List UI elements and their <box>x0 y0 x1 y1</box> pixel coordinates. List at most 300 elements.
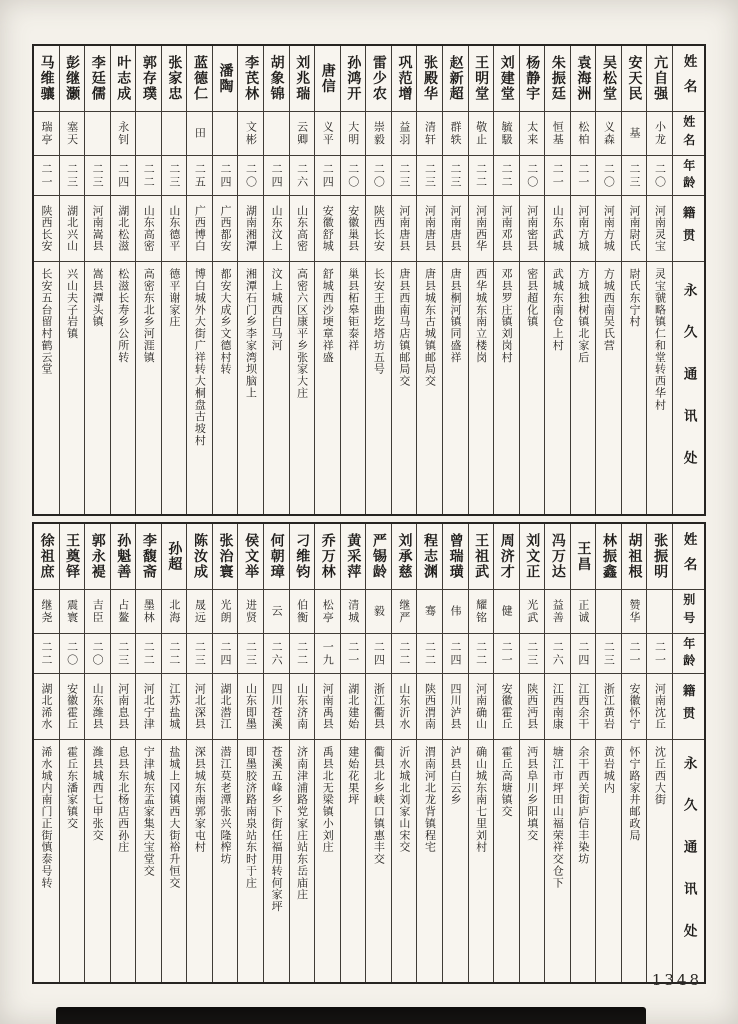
age-cell: 二一 <box>494 634 519 674</box>
origin-cell: 山东即墨 <box>238 674 263 740</box>
register-sheet <box>32 44 706 990</box>
person-column <box>365 46 391 514</box>
age-cell: 二三 <box>162 156 187 196</box>
age-cell: 二一 <box>622 634 647 674</box>
name-cell: 李芪林 <box>238 46 263 112</box>
age-cell: 二〇 <box>520 156 545 196</box>
address-cell: 霍丘高塘镇交 <box>500 746 514 818</box>
age-cell: 二一 <box>647 634 672 674</box>
person-column <box>646 524 672 982</box>
header-origin-label: 籍贯 <box>673 674 704 740</box>
address-cell: 唐县桐河镇同盛祥 <box>449 268 462 364</box>
age-cell: 二六 <box>290 156 315 196</box>
origin-cell: 河南禹县 <box>315 674 340 740</box>
address-cell: 嵩县潭头镇 <box>91 268 105 328</box>
age-cell: 二四 <box>366 634 391 674</box>
name-cell: 马维骧 <box>34 46 59 112</box>
person-column <box>289 524 315 982</box>
name-cell: 张家忠 <box>162 46 187 112</box>
address-cell: 即墨胶济路南泉站东时于庄 <box>244 746 258 889</box>
age-cell: 二三 <box>520 634 545 674</box>
alias-cell <box>213 112 238 156</box>
age-cell: 二二 <box>290 634 315 674</box>
origin-cell: 湖北松滋 <box>111 196 136 262</box>
origin-cell: 湖北浠水 <box>34 674 59 740</box>
alias-cell: 文彬 <box>238 112 263 156</box>
name-cell: 亢自强 <box>647 46 672 112</box>
alias-cell: 义平 <box>315 112 340 156</box>
address-cell: 方城西南吴氏营 <box>602 268 616 352</box>
age-cell: 二二 <box>392 634 417 674</box>
address-cell: 舒城西沙埂章祥盛 <box>321 268 335 364</box>
name-cell: 雷少农 <box>366 46 391 112</box>
origin-cell: 安徽霍丘 <box>60 674 85 740</box>
name-cell: 蓝德仁 <box>187 46 212 112</box>
age-cell: 二一 <box>34 156 59 196</box>
header-age-label: 年龄 <box>673 156 704 196</box>
name-cell: 安天民 <box>622 46 647 112</box>
age-cell: 二四 <box>443 634 468 674</box>
person-column <box>595 524 621 982</box>
name-cell: 胡象锦 <box>264 46 289 112</box>
person-column <box>570 524 596 982</box>
address-cell: 塘江市坪田山福荣祥交仓下 <box>551 746 565 889</box>
person-column <box>519 524 545 982</box>
origin-cell: 安徽怀宁 <box>622 674 647 740</box>
name-cell: 刘承慈 <box>392 524 417 590</box>
origin-cell: 安徽霍丘 <box>494 674 519 740</box>
address-cell: 邓县罗庄镇刘岗村 <box>500 268 514 364</box>
name-cell: 孙鸿开 <box>341 46 366 112</box>
name-cell: 郭永褆 <box>85 524 110 590</box>
alias-cell: 恒基 <box>545 112 570 156</box>
person-column <box>340 524 366 982</box>
address-cell: 唐县西南马店镇邮局交 <box>397 268 411 387</box>
person-column <box>416 46 442 514</box>
alias-cell: 益羽 <box>392 112 417 156</box>
alias-cell: 骞 <box>417 590 442 634</box>
origin-cell: 山东沂水 <box>392 674 417 740</box>
address-cell: 都安大成乡文德村转 <box>218 268 232 375</box>
alias-cell: 光武 <box>520 590 545 634</box>
name-cell: 唐信 <box>315 46 340 112</box>
name-cell: 吴松堂 <box>596 46 621 112</box>
age-cell: 二四 <box>213 634 238 674</box>
origin-cell: 四川泸县 <box>443 674 468 740</box>
age-cell: 二〇 <box>341 156 366 196</box>
alias-cell <box>647 590 672 634</box>
header-origin-label: 籍贯 <box>673 196 704 262</box>
age-cell: 二二 <box>469 634 494 674</box>
name-cell: 王祖武 <box>469 524 494 590</box>
origin-cell: 河北深县 <box>187 674 212 740</box>
origin-cell: 广西都安 <box>213 196 238 262</box>
age-cell: 二三 <box>85 156 110 196</box>
alias-cell: 继尧 <box>34 590 59 634</box>
address-cell: 松滋长寿乡公所转 <box>116 268 130 364</box>
alias-cell: 赞华 <box>622 590 647 634</box>
age-cell: 二〇 <box>238 156 263 196</box>
age-cell: 二二 <box>136 156 161 196</box>
name-cell: 刘兆瑞 <box>290 46 315 112</box>
origin-cell: 广西博白 <box>187 196 212 262</box>
alias-cell: 毓馺 <box>494 112 519 156</box>
person-column <box>595 46 621 514</box>
origin-cell: 湖北建始 <box>341 674 366 740</box>
age-cell: 二三 <box>187 634 212 674</box>
alias-cell: 震寰 <box>60 590 85 634</box>
address-cell: 黄岩城内 <box>602 746 616 794</box>
origin-cell: 山东高密 <box>136 196 161 262</box>
alias-cell: 太来 <box>520 112 545 156</box>
person-column <box>84 524 110 982</box>
origin-cell: 河南方城 <box>571 196 596 262</box>
person-column <box>135 524 161 982</box>
person-column <box>289 46 315 514</box>
alias-cell: 敬止 <box>469 112 494 156</box>
age-cell: 二一 <box>341 634 366 674</box>
address-cell: 巢县柘皋钜泰祥 <box>346 268 360 352</box>
age-cell: 二四 <box>571 634 596 674</box>
address-cell: 灵宝虢略镇仁和堂转西华村 <box>653 268 667 411</box>
origin-cell: 河南尉氏 <box>622 196 647 262</box>
alias-cell: 塞天 <box>60 112 85 156</box>
address-cell: 深县城东南郭家屯村 <box>193 746 207 853</box>
alias-cell: 清城 <box>341 590 366 634</box>
address-cell: 确山城东南七里刘村 <box>474 746 488 853</box>
origin-cell: 江西余干 <box>571 674 596 740</box>
person-column <box>135 46 161 514</box>
alias-cell: 大明 <box>341 112 366 156</box>
name-cell: 胡祖根 <box>622 524 647 590</box>
age-cell: 二二 <box>417 634 442 674</box>
age-cell: 二三 <box>60 156 85 196</box>
alias-cell: 松柏 <box>571 112 596 156</box>
name-cell: 冯万达 <box>545 524 570 590</box>
address-cell: 高密六区康平乡张家大庄 <box>295 268 309 399</box>
name-cell: 王明堂 <box>469 46 494 112</box>
alias-cell: 晟远 <box>187 590 212 634</box>
age-cell: 二三 <box>392 156 417 196</box>
origin-cell: 河南唐县 <box>443 196 468 262</box>
page-number: 1348 <box>651 971 702 989</box>
person-column <box>212 46 238 514</box>
alias-cell: 云 <box>264 590 289 634</box>
origin-cell: 河南密县 <box>520 196 545 262</box>
age-cell: 二四 <box>264 156 289 196</box>
address-cell: 衢县北乡峡口镇惠丰交 <box>372 746 386 865</box>
alias-cell: 进贤 <box>238 590 263 634</box>
address-cell: 方城独树镇北家后 <box>576 268 590 364</box>
origin-cell: 山东汶上 <box>264 196 289 262</box>
address-cell: 西华城东南立楼岗 <box>474 268 488 364</box>
origin-cell: 安徽舒城 <box>315 196 340 262</box>
address-cell: 息县东北杨店西孙庄 <box>116 746 130 853</box>
address-cell: 宁津城东孟家集天宝堂交 <box>142 746 156 877</box>
age-cell: 一九 <box>315 634 340 674</box>
origin-cell: 江西南康 <box>545 674 570 740</box>
age-cell: 二〇 <box>85 634 110 674</box>
person-column <box>519 46 545 514</box>
person-column <box>442 524 468 982</box>
person-column <box>416 524 442 982</box>
address-cell: 霍丘东潘家镇交 <box>65 746 79 830</box>
origin-cell: 安徽巢县 <box>341 196 366 262</box>
age-cell: 二六 <box>264 634 289 674</box>
origin-cell: 河北宁津 <box>136 674 161 740</box>
person-column <box>314 46 340 514</box>
alias-cell: 吉臣 <box>85 590 110 634</box>
header-column <box>672 524 704 982</box>
person-column <box>161 524 187 982</box>
alias-cell <box>162 112 187 156</box>
origin-cell: 湖北潜江 <box>213 674 238 740</box>
origin-cell: 四川苍溪 <box>264 674 289 740</box>
age-cell: 二二 <box>162 634 187 674</box>
age-cell: 二三 <box>596 634 621 674</box>
address-cell: 德平谢家庄 <box>167 268 181 328</box>
origin-cell: 江苏盐城 <box>162 674 187 740</box>
header-alias-label: 别号 <box>673 590 704 634</box>
origin-cell: 河南唐县 <box>392 196 417 262</box>
name-cell: 孙超 <box>162 524 187 590</box>
age-cell: 二一 <box>545 156 570 196</box>
address-cell: 浠水城内南门正街慎泰号转 <box>40 746 53 889</box>
address-cell: 沈丘西大街 <box>653 746 667 806</box>
header-column <box>672 46 704 514</box>
age-cell: 二三 <box>111 634 136 674</box>
alias-cell: 毅 <box>366 590 391 634</box>
address-cell: 盐城上冈镇西大街裕升恒交 <box>167 746 181 889</box>
person-column <box>161 46 187 514</box>
alias-cell: 松亭 <box>315 590 340 634</box>
person-column <box>186 524 212 982</box>
person-column <box>263 524 289 982</box>
name-cell: 李廷儒 <box>85 46 110 112</box>
age-cell: 二三 <box>443 156 468 196</box>
alias-cell: 义森 <box>596 112 621 156</box>
person-column <box>544 524 570 982</box>
origin-cell: 山东高密 <box>290 196 315 262</box>
name-cell: 张治寰 <box>213 524 238 590</box>
age-cell: 二五 <box>187 156 212 196</box>
address-cell: 潍县城西七甲张交 <box>91 746 105 842</box>
origin-cell: 河南西华 <box>469 196 494 262</box>
address-cell: 长安五台留村鹤云堂 <box>40 268 53 375</box>
age-cell: 二二 <box>494 156 519 196</box>
address-cell: 济南津浦路党家庄站东岳庙庄 <box>295 746 309 901</box>
name-cell: 袁海洲 <box>571 46 596 112</box>
address-cell: 禹县北无梁镇小刘庄 <box>321 746 335 853</box>
address-cell: 唐县城东古城镇邮局交 <box>423 268 437 387</box>
name-cell: 严锡龄 <box>366 524 391 590</box>
alias-cell: 伟 <box>443 590 468 634</box>
name-cell: 刁维钧 <box>290 524 315 590</box>
person-column <box>493 524 519 982</box>
name-cell: 刘文正 <box>520 524 545 590</box>
name-cell: 林振鑫 <box>596 524 621 590</box>
alias-cell <box>596 590 621 634</box>
alias-cell: 基 <box>622 112 647 156</box>
origin-cell: 陕西长安 <box>366 196 391 262</box>
origin-cell: 河南唐县 <box>417 196 442 262</box>
person-column <box>493 46 519 514</box>
alias-cell: 崇毅 <box>366 112 391 156</box>
alias-cell: 健 <box>494 590 519 634</box>
name-cell: 杨静宇 <box>520 46 545 112</box>
person-column <box>621 46 647 514</box>
address-cell: 尉氏东宁村 <box>627 268 641 328</box>
name-cell: 张振明 <box>647 524 672 590</box>
person-column <box>391 46 417 514</box>
origin-cell: 湖北兴山 <box>60 196 85 262</box>
age-cell: 二〇 <box>596 156 621 196</box>
alias-cell: 墨林 <box>136 590 161 634</box>
age-cell: 二六 <box>545 634 570 674</box>
alias-cell: 小龙 <box>647 112 672 156</box>
origin-cell: 山东武城 <box>545 196 570 262</box>
name-cell: 叶志成 <box>111 46 136 112</box>
alias-cell: 云卿 <box>290 112 315 156</box>
person-column <box>34 46 59 514</box>
address-cell: 建始花果坪 <box>346 746 360 806</box>
alias-cell: 瑞亭 <box>34 112 59 156</box>
address-cell: 苍溪五峰乡下街任福用转何家坪 <box>270 746 284 913</box>
origin-cell: 浙江衢县 <box>366 674 391 740</box>
name-cell: 彭继灏 <box>60 46 85 112</box>
age-cell: 二三 <box>417 156 442 196</box>
address-cell: 湘潭石门乡李家湾坝脑上 <box>244 268 258 399</box>
person-column <box>237 524 263 982</box>
age-cell: 二〇 <box>366 156 391 196</box>
origin-cell: 河南确山 <box>469 674 494 740</box>
name-cell: 王奠铎 <box>60 524 85 590</box>
age-cell: 二三 <box>622 156 647 196</box>
name-cell: 赵新超 <box>443 46 468 112</box>
header-age-label: 年龄 <box>673 634 704 674</box>
alias-cell: 光朗 <box>213 590 238 634</box>
name-cell: 刘建堂 <box>494 46 519 112</box>
person-column <box>212 524 238 982</box>
name-cell: 王昌 <box>571 524 596 590</box>
header-address-label: 永久通讯处 <box>680 756 697 966</box>
person-column <box>442 46 468 514</box>
alias-cell: 正诚 <box>571 590 596 634</box>
address-cell: 博白城外大街广祥转大桐盘古坡村 <box>193 268 207 447</box>
alias-cell: 北海 <box>162 590 187 634</box>
origin-cell: 陕西渭南 <box>417 674 442 740</box>
person-column <box>365 524 391 982</box>
age-cell: 二一 <box>571 156 596 196</box>
origin-cell: 河南息县 <box>111 674 136 740</box>
person-column <box>237 46 263 514</box>
roster-table-top <box>32 44 706 516</box>
address-cell: 沂水城北刘家山宋交 <box>397 746 411 853</box>
name-cell: 巩范增 <box>392 46 417 112</box>
address-cell: 潜江莫老潭张兴隆榨坊 <box>218 746 232 865</box>
name-cell: 乔万林 <box>315 524 340 590</box>
origin-cell: 湖南湘潭 <box>238 196 263 262</box>
header-name-label: 姓名 <box>673 46 704 112</box>
alias-cell: 群轶 <box>443 112 468 156</box>
address-cell: 泸县白云乡 <box>449 746 462 806</box>
alias-cell: 伯衡 <box>290 590 315 634</box>
person-column <box>263 46 289 514</box>
alias-cell <box>85 112 110 156</box>
address-cell: 长安王曲圪塔坊五号 <box>372 268 386 375</box>
origin-cell: 山东德平 <box>162 196 187 262</box>
alias-cell: 继严 <box>392 590 417 634</box>
person-column <box>186 46 212 514</box>
alias-cell: 益善 <box>545 590 570 634</box>
address-cell: 余干西关街庐信丰染坊 <box>576 746 590 865</box>
address-cell: 密县超化镇 <box>525 268 539 328</box>
origin-cell: 河南嵩县 <box>85 196 110 262</box>
person-column <box>468 524 494 982</box>
origin-cell: 山东济南 <box>290 674 315 740</box>
person-column <box>468 46 494 514</box>
address-cell: 兴山夫子岩镇 <box>65 268 79 340</box>
name-cell: 徐祖庶 <box>34 524 59 590</box>
person-column <box>646 46 672 514</box>
header-address-label: 永久通讯处 <box>680 283 697 493</box>
name-cell: 朱振廷 <box>545 46 570 112</box>
person-column <box>544 46 570 514</box>
scan-artifact-bar <box>56 1007 646 1024</box>
alias-cell: 清轩 <box>417 112 442 156</box>
address-cell: 怀宁路家井邮政局 <box>627 746 641 842</box>
age-cell: 二〇 <box>60 634 85 674</box>
origin-cell: 河南方城 <box>596 196 621 262</box>
alias-cell: 田 <box>187 112 212 156</box>
origin-cell: 陕西沔县 <box>520 674 545 740</box>
name-cell: 陈汝成 <box>187 524 212 590</box>
person-column <box>110 524 136 982</box>
person-column <box>59 524 85 982</box>
origin-cell: 山东潍县 <box>85 674 110 740</box>
address-cell: 汶上城西白马河 <box>270 268 284 352</box>
age-cell: 二四 <box>111 156 136 196</box>
person-column <box>59 46 85 514</box>
origin-cell: 河南灵宝 <box>647 196 672 262</box>
person-column <box>570 46 596 514</box>
header-name-label: 姓名 <box>673 524 704 590</box>
person-column <box>110 46 136 514</box>
name-cell: 侯文举 <box>238 524 263 590</box>
name-cell: 潘陶 <box>213 46 238 112</box>
age-cell: 二三 <box>238 634 263 674</box>
age-cell: 二二 <box>136 634 161 674</box>
person-column <box>84 46 110 514</box>
person-column <box>314 524 340 982</box>
person-column <box>340 46 366 514</box>
alias-cell: 耀铭 <box>469 590 494 634</box>
roster-table-bottom <box>32 522 706 984</box>
age-cell: 二二 <box>469 156 494 196</box>
alias-cell <box>136 112 161 156</box>
person-column <box>34 524 59 982</box>
name-cell: 孙魁善 <box>111 524 136 590</box>
address-cell: 武城东南仓上村 <box>551 268 565 352</box>
name-cell: 程志渊 <box>417 524 442 590</box>
person-column <box>391 524 417 982</box>
person-column <box>621 524 647 982</box>
name-cell: 张殿华 <box>417 46 442 112</box>
name-cell: 黄采萍 <box>341 524 366 590</box>
origin-cell: 河南沈丘 <box>647 674 672 740</box>
age-cell: 二〇 <box>647 156 672 196</box>
alias-cell <box>264 112 289 156</box>
